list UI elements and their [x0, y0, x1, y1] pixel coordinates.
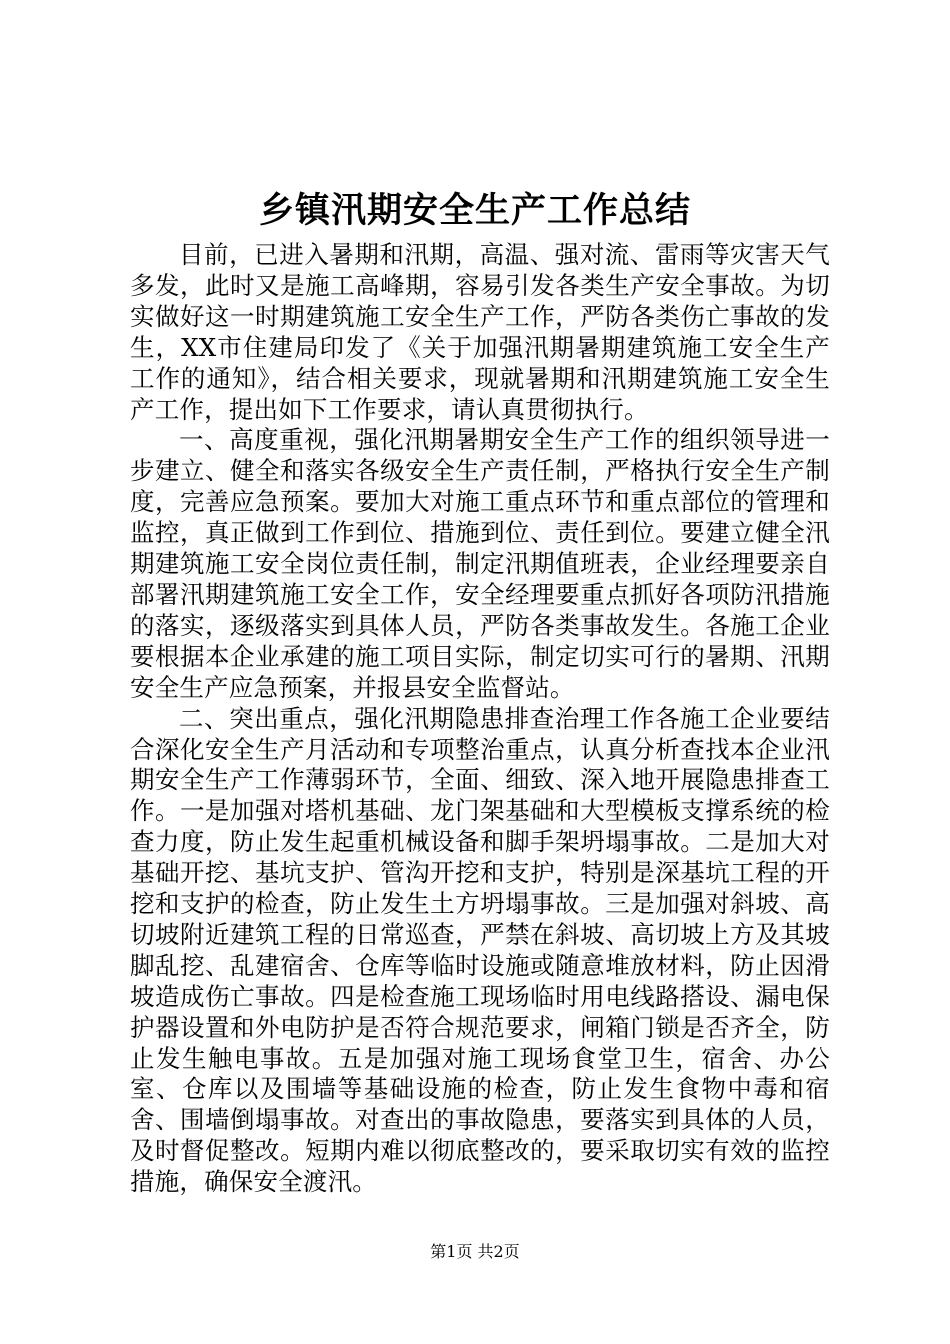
paragraph-section-2: 二、突出重点，强化汛期隐患排查治理工作各施工企业要结合深化安全生产月活动和专项整治重点，认真分析查找本企业汛期安全生产工作薄弱环节，全面、细致、深入地开展隐患排查工作。一是加强对塔机基础、龙门架基础和大型模板支撑系统的检查力度，防止发生起重机械设备和脚手架坍塌事故。二是加大对基础开挖、基坑支护、管沟开挖和支护，特别是深基坑工程的开挖和支护的检查，防止发生土方坍塌事故。三是加强对斜坡、高切坡附近建筑工程的日常巡查，严禁在斜坡、高切坡上方及其坡脚乱挖、乱建宿舍、仓库等临时设施或随意堆放材料，防止因滑坡造成伤亡事故。四是检查施工现场临时用电线路搭设、漏电保护器设置和外电防护是否符合规范要求，闸箱门锁是否齐全，防止发生触电事故。五是加强对施工现场食堂卫生，宿舍、办公室、仓库以及围墙等基础设施的检查，防止发生食物中毒和宿舍、围墙倒塌事故。对查出的事故隐患，要落实到具体的人员，及时督促整改。短期内难以彻底整改的，要采取切实有效的监控措施，确保安全渡汛。 [130, 703, 830, 1197]
paragraph-intro: 目前，已进入暑期和汛期，高温、强对流、雷雨等灾害天气多发，此时又是施工高峰期，容易引发各类生产安全事故。为切实做好这一时期建筑施工安全生产工作，严防各类伤亡事故的发生，XX市住建局印发了《关于加强汛期暑期建筑施工安全生产工作的通知》，结合相关要求，现就暑期和汛期建筑施工安全生产工作，提出如下工作要求，请认真贯彻执行。 [130, 240, 830, 424]
page-number: 第1页 共2页 [430, 1242, 520, 1261]
page-title: 乡镇汛期安全生产工作总结 [258, 190, 691, 231]
paragraph-section-1: 一、高度重视，强化汛期暑期安全生产工作的组织领导进一步建立、健全和落实各级安全生产责任制，严格执行安全生产制度，完善应急预案。要加大对施工重点环节和重点部位的管理和监控，真正做到工作到位、措施到位、责任到位。要建立健全汛期建筑施工安全岗位责任制，制定汛期值班表，企业经理要亲自部署汛期建筑施工安全工作，安全经理要重点抓好各项防汛措施的落实，逐级落实到具体人员，严防各类事故发生。各施工企业要根据本企业承建的施工项目实际，制定切实可行的暑期、汛期安全生产应急预案，并报县安全监督站。 [130, 425, 830, 702]
page-footer [0, 1240, 950, 1264]
document-body [130, 240, 830, 1198]
